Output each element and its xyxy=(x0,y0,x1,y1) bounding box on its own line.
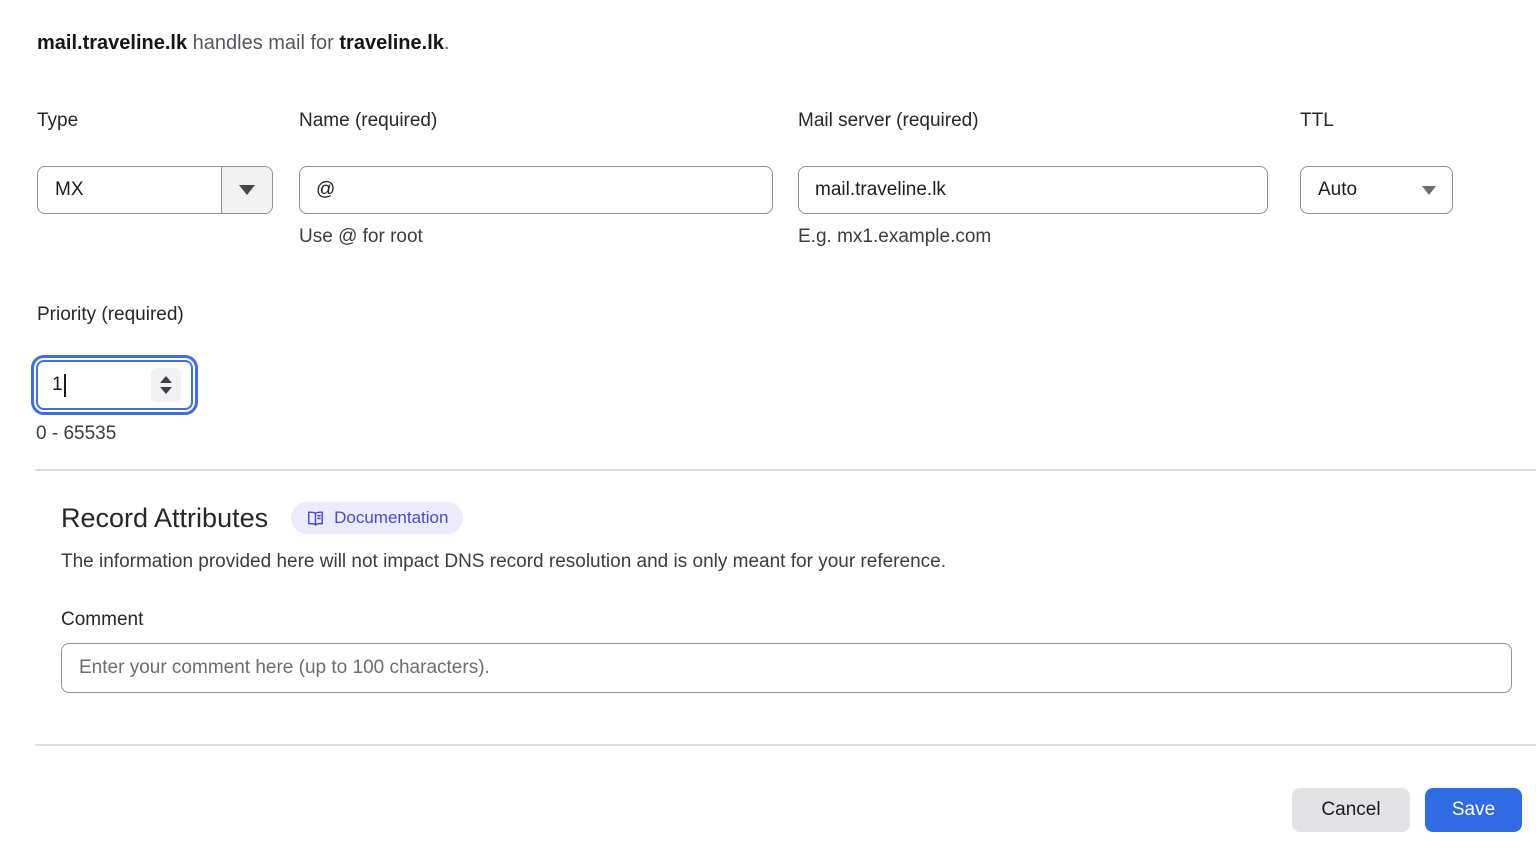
priority-focus-ring xyxy=(31,355,198,415)
type-label: Type xyxy=(37,110,79,131)
record-domain: traveline.lk xyxy=(339,32,444,54)
footer-actions xyxy=(1292,788,1522,832)
mail-server-field-group xyxy=(798,109,1268,248)
priority-input[interactable] xyxy=(36,360,193,410)
save-button[interactable]: Save xyxy=(1425,788,1522,832)
footer-divider xyxy=(35,744,1536,746)
priority-value: 1 xyxy=(52,374,63,395)
chevron-down-icon xyxy=(239,185,255,195)
type-select-value: MX xyxy=(55,179,84,200)
mail-server-label: Mail server (required) xyxy=(798,110,979,131)
text-cursor xyxy=(64,374,66,397)
name-input[interactable] xyxy=(299,166,773,214)
open-book-icon xyxy=(306,509,325,528)
stepper-up-icon[interactable] xyxy=(160,376,172,383)
type-select-button[interactable] xyxy=(221,167,272,213)
section-description: The information provided here will not impact DNS record resolution and is only meant for your reference. xyxy=(61,551,946,572)
number-stepper[interactable] xyxy=(151,368,181,402)
ttl-select[interactable] xyxy=(1300,166,1453,214)
record-attributes-header xyxy=(61,502,1512,534)
type-select[interactable] xyxy=(37,166,273,214)
priority-helper: 0 - 65535 xyxy=(36,423,117,444)
record-summary xyxy=(37,31,449,56)
priority-field-group xyxy=(37,303,198,445)
priority-label: Priority (required) xyxy=(37,304,184,325)
type-field-group xyxy=(37,109,273,214)
record-summary-middle: handles mail for xyxy=(187,32,340,54)
record-host: mail.traveline.lk xyxy=(37,32,188,54)
section-divider xyxy=(35,469,1536,471)
section-title: Record Attributes xyxy=(61,503,269,533)
mail-server-input[interactable] xyxy=(798,166,1268,214)
cancel-button[interactable]: Cancel xyxy=(1292,788,1410,832)
comment-label: Comment xyxy=(61,609,144,630)
chevron-down-icon xyxy=(1422,186,1436,195)
record-attributes-section xyxy=(61,502,1512,693)
name-label: Name (required) xyxy=(299,110,438,131)
name-field-group xyxy=(299,109,773,248)
documentation-link[interactable] xyxy=(291,502,463,534)
ttl-label: TTL xyxy=(1300,110,1334,131)
name-helper: Use @ for root xyxy=(299,226,423,247)
record-summary-period: . xyxy=(443,32,450,54)
mail-server-helper: E.g. mx1.example.com xyxy=(798,226,992,247)
record-fields-row xyxy=(37,109,1453,248)
ttl-select-value: Auto xyxy=(1318,179,1358,200)
comment-input[interactable] xyxy=(61,643,1512,693)
documentation-label: Documentation xyxy=(334,508,449,527)
stepper-down-icon[interactable] xyxy=(160,387,172,394)
ttl-field-group xyxy=(1300,109,1453,214)
